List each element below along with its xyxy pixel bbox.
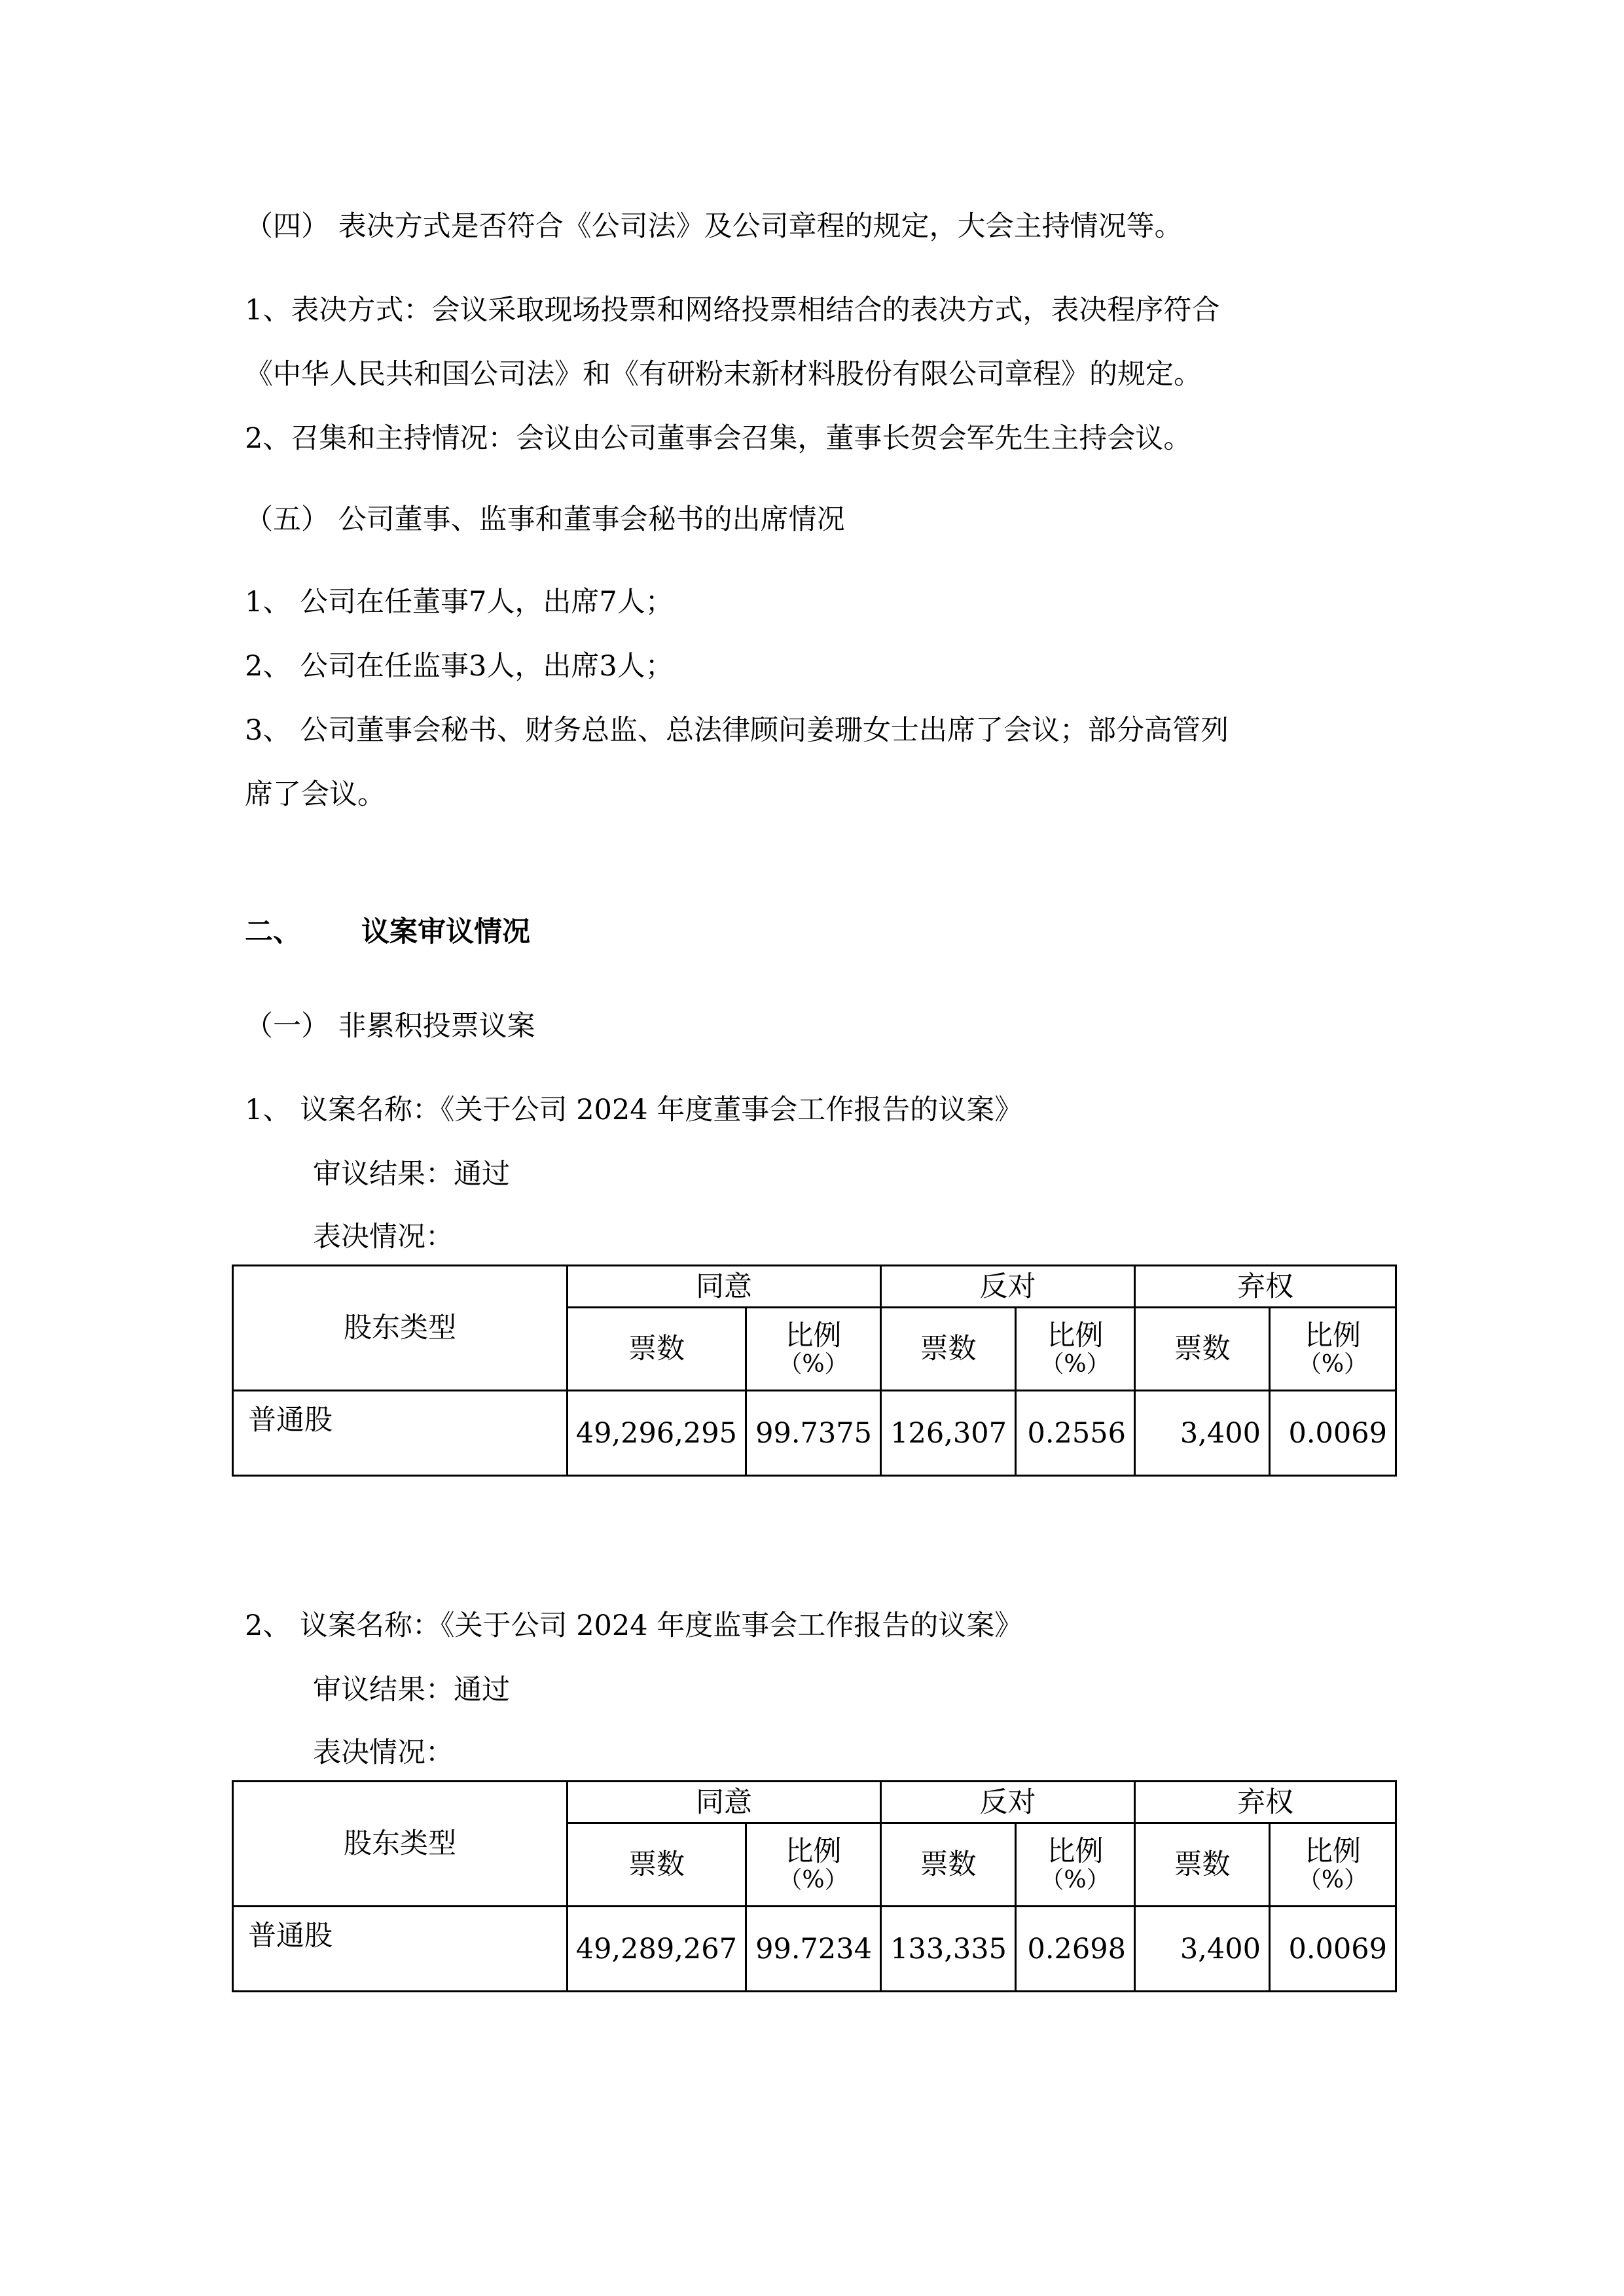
header-oppose-ratio: 比例 （%） (1016, 1308, 1135, 1391)
header-oppose-votes: 票数 (881, 1308, 1016, 1391)
part2-sub1: （一） 非累积投票议案 (245, 1010, 535, 1043)
abstain-ratio: 0.0069 (1270, 1907, 1396, 1992)
agree-ratio: 99.7234 (746, 1907, 881, 1992)
header-abstain: 弃权 (1135, 1782, 1396, 1823)
section4-item2: 2、召集和主持情况：会议由公司董事会召集，董事长贺会军先生主持会议。 (245, 422, 1192, 455)
section5-item3-line1: 3、 公司董事会秘书、财务总监、总法律顾问姜珊女士出席了会议；部分高管列 (245, 714, 1229, 747)
header-shareholder-type: 股东类型 (233, 1782, 568, 1907)
header-shareholder-type: 股东类型 (233, 1266, 568, 1391)
section4-item1-line2: 《中华人民共和国公司法》和《有研粉末新材料股份有限公司章程》的规定。 (245, 358, 1202, 391)
abstain-votes: 3,400 (1135, 1907, 1270, 1992)
header-abstain-ratio: 比例 （%） (1270, 1823, 1396, 1907)
part2-number: 二、 (245, 916, 301, 948)
header-oppose-ratio: 比例 （%） (1016, 1823, 1135, 1907)
agree-ratio: 99.7375 (746, 1391, 881, 1476)
motion1-result: 审议结果：通过 (313, 1158, 510, 1191)
section5-item2: 2、 公司在任监事3人，出席3人； (245, 650, 674, 683)
part2-title: 议案审议情况 (361, 916, 530, 948)
row-type: 普通股 (233, 1391, 568, 1476)
section5-item1: 1、 公司在任董事7人，出席7人； (245, 586, 674, 619)
header-agree-votes: 票数 (568, 1308, 746, 1391)
section5-heading: （五） 公司董事、监事和董事会秘书的出席情况 (245, 503, 845, 536)
motion2-result: 审议结果：通过 (313, 1674, 510, 1706)
motion2-vote-label: 表决情况： (313, 1736, 454, 1769)
motion1-vote-label: 表决情况： (313, 1221, 454, 1253)
motion1-vote-table (232, 1265, 1397, 1477)
header-agree: 同意 (568, 1782, 881, 1823)
section4-heading: （四） 表决方式是否符合《公司法》及公司章程的规定，大会主持情况等。 (245, 210, 1183, 243)
header-abstain-ratio: 比例 （%） (1270, 1308, 1396, 1391)
header-abstain-votes: 票数 (1135, 1823, 1270, 1907)
motion2-vote-table (232, 1780, 1397, 1992)
motion1-title: 1、 议案名称：《关于公司 2024 年度董事会工作报告的议案》 (245, 1094, 1023, 1126)
header-oppose: 反对 (881, 1266, 1135, 1308)
motion2-title: 2、 议案名称：《关于公司 2024 年度监事会工作报告的议案》 (245, 1609, 1023, 1642)
section5-item3-line2: 席了会议。 (245, 778, 386, 811)
abstain-ratio: 0.0069 (1270, 1391, 1396, 1476)
oppose-votes: 126,307 (881, 1391, 1016, 1476)
abstain-votes: 3,400 (1135, 1391, 1270, 1476)
table-row (233, 1907, 1396, 1992)
row-type: 普通股 (233, 1907, 568, 1992)
section4-item1-line1: 1、表决方式：会议采取现场投票和网络投票相结合的表决方式，表决程序符合 (245, 294, 1220, 327)
oppose-ratio: 0.2698 (1016, 1907, 1135, 1992)
header-oppose: 反对 (881, 1782, 1135, 1823)
agree-votes: 49,296,295 (568, 1391, 746, 1476)
header-oppose-votes: 票数 (881, 1823, 1016, 1907)
header-agree-ratio: 比例 （%） (746, 1308, 881, 1391)
header-abstain-votes: 票数 (1135, 1308, 1270, 1391)
oppose-ratio: 0.2556 (1016, 1391, 1135, 1476)
oppose-votes: 133,335 (881, 1907, 1016, 1992)
table-row (233, 1391, 1396, 1476)
header-abstain: 弃权 (1135, 1266, 1396, 1308)
header-agree: 同意 (568, 1266, 881, 1308)
header-agree-votes: 票数 (568, 1823, 746, 1907)
header-agree-ratio: 比例 （%） (746, 1823, 881, 1907)
agree-votes: 49,289,267 (568, 1907, 746, 1992)
